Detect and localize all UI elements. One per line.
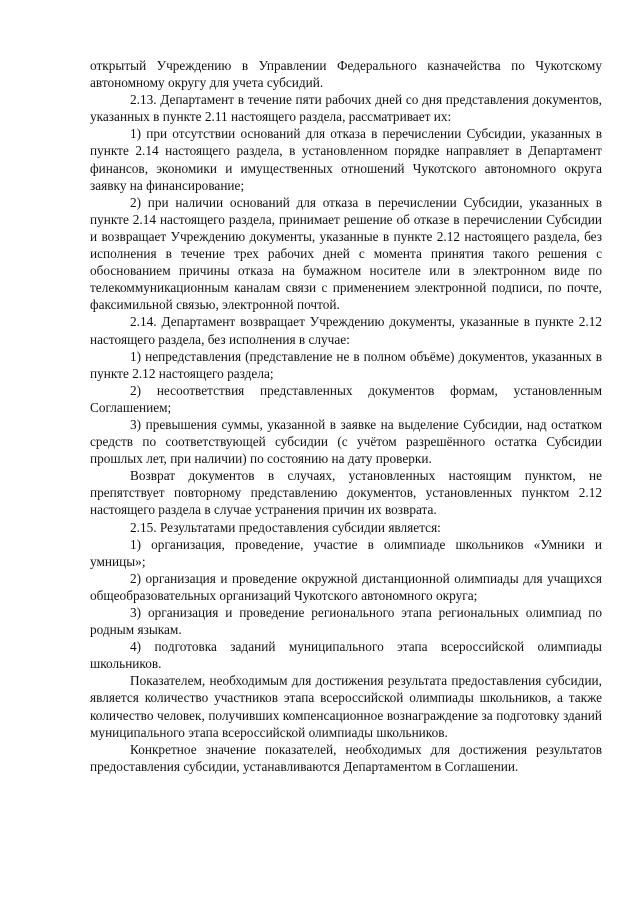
paragraph-2-15-item-2: 2) организация и проведение окружной дистанционной олимпиады для учащихся общеобразовательных организаций Чукотского автономного округа;	[90, 570, 602, 603]
document-page	[90, 57, 602, 775]
paragraph-account-continuation: открытый Учреждению в Управлении Федерального казначейства по Чукотскому автономному округу для учета субсидий.	[90, 58, 602, 91]
paragraph-2-14-item-2: 2) несоответствия представленных документов формам, установленным Соглашением;	[90, 382, 602, 415]
paragraph-2-15-item-1: 1) организация, проведение, участие в олимпиаде школьников «Умники и умницы»;	[90, 536, 602, 569]
paragraph-2-15-item-4: 4) подготовка заданий муниципального этапа всероссийской олимпиады школьников.	[90, 639, 602, 672]
paragraph-2-14: 2.14. Департамент возвращает Учреждению документы, указанные в пункте 2.12 настоящего раздела, без исполнения в случае:	[90, 314, 602, 347]
paragraph-indicator: Показателем, необходимым для достижения результата предоставления субсидии, является количество участников этапа всероссийской олимпиады школьников, а также количество человек, получивших компенсационное вознаграждение за подготовку зданий муниципального этапа всероссийской олимпиады школьников.	[90, 673, 602, 740]
paragraph-indicator-values: Конкретное значение показателей, необходимых для достижения результатов предоставления субсидии, устанавливаются Департаментом в Соглашении.	[90, 741, 602, 774]
paragraph-2-14-item-1: 1) непредставления (представление не в полном объёме) документов, указанных в пункте 2.12 настоящего раздела;	[90, 348, 602, 381]
paragraph-2-15-item-3: 3) организация и проведение регионального этапа региональных олимпиад по родным языкам.	[90, 605, 602, 638]
paragraph-2-13-item-2: 2) при наличии оснований для отказа в перечислении Субсидии, указанных в пункте 2.14 настоящего раздела, принимает решение об отказе в перечислении Субсидии и возвращает Учреждению документы, указанные в пункте 2.12 настоящего раздела, без исполнения в течение трех рабочих дней с момента принятия такого решения с обоснованием причины отказа на бумажном носителе или в электронном виде по телекоммуникационным каналам связи с применением электронной подписи, по почте, факсимильной связью, электронной почтой.	[90, 194, 602, 313]
paragraph-2-13: 2.13. Департамент в течение пяти рабочих дней со дня представления документов, указанных в пункте 2.11 настоящего раздела, рассматривает их:	[90, 92, 602, 125]
paragraph-2-13-item-1: 1) при отсутствии оснований для отказа в перечислении Субсидии, указанных в пункте 2.14 настоящего раздела, в установленном порядке направляет в Департамент финансов, экономики и имущественных отношений Чукотского автономного округа заявку на финансирование;	[90, 126, 602, 193]
paragraph-return-documents: Возврат документов в случаях, установленных настоящим пунктом, не препятствует повторному представлению документов, установленных пунктом 2.12 настоящего раздела в случае устранения причин их возврата.	[90, 468, 602, 518]
paragraph-2-14-item-3: 3) превышения суммы, указанной в заявке на выделение Субсидии, над остатком средств по соответствующей субсидии (с учётом разрешённого остатка Субсидии прошлых лет, при наличии) по состоянию на дату проверки.	[90, 416, 602, 467]
paragraph-2-15: 2.15. Результатами предоставления субсидии является:	[130, 519, 441, 535]
